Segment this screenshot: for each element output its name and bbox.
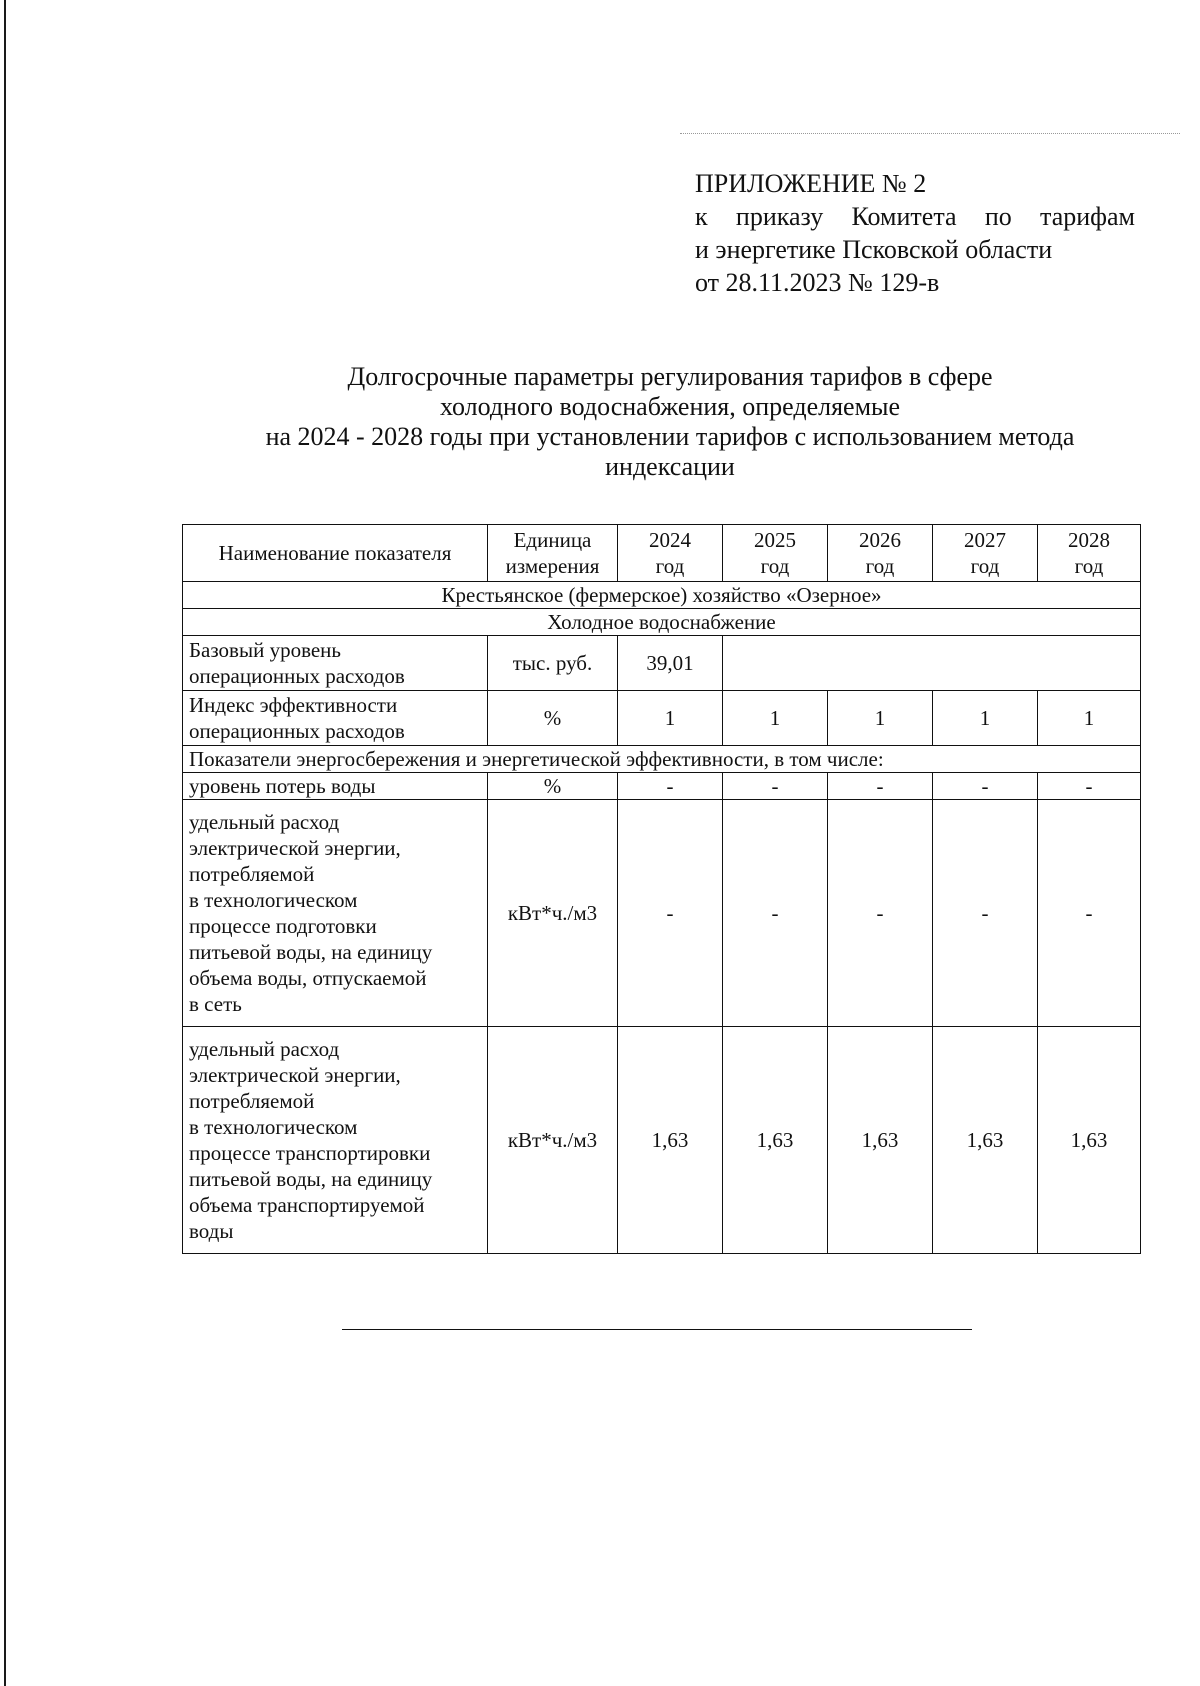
header-year-2025 [723, 525, 828, 582]
row-unit: % [488, 773, 618, 800]
row-name-line: объема воды, отпускаемой [189, 966, 427, 990]
header-dotted-line [680, 133, 1180, 134]
row-value-2024: - [618, 800, 723, 1027]
row-value-2025: - [723, 773, 828, 800]
title-line-3: на 2024 - 2028 годы при установлении тарифов с использованием метода [265, 422, 1075, 451]
row-name-line: удельный расход [189, 810, 340, 834]
row-value-2028: 1 [1038, 691, 1141, 746]
header-year-value: 2025 [754, 528, 796, 552]
row-value-2027: - [933, 800, 1038, 1027]
row-unit: тыс. руб. [488, 636, 618, 691]
indicators-header: Показатели энергосбережения и энергетической эффективности, в том числе: [183, 746, 1141, 773]
header-unit-line1: Единица [513, 528, 592, 552]
row-value-2025: 1 [723, 691, 828, 746]
header-year-value: 2028 [1068, 528, 1110, 552]
header-unit-line2: измерения [505, 554, 600, 578]
row-value-2026: 1,63 [828, 1027, 933, 1254]
appendix-date-line: от 28.11.2023 № 129-в [695, 268, 940, 297]
row-value-2026: - [828, 773, 933, 800]
table-row [183, 1027, 1141, 1254]
document-title [200, 362, 1140, 482]
row-value-2028: - [1038, 773, 1141, 800]
row-unit: % [488, 691, 618, 746]
row-name-line: операционных расходов [189, 664, 405, 688]
row-name-line: операционных расходов [189, 719, 405, 743]
row-value-2026: 1 [828, 691, 933, 746]
row-value-2025: 1,63 [723, 1027, 828, 1254]
row-name-line: Базовый уровень [189, 638, 341, 662]
row-unit: кВт*ч./м3 [488, 800, 618, 1027]
row-name-line: электрической энергии, [189, 836, 401, 860]
appendix-committee-line: и энергетике Псковской области [695, 235, 1053, 264]
row-name-line: процессе транспортировки [189, 1141, 431, 1165]
row-value-2028: 1,63 [1038, 1027, 1141, 1254]
appendix-number: ПРИЛОЖЕНИЕ № 2 [695, 169, 927, 198]
header-year-label: год [760, 554, 790, 578]
header-year-2024 [618, 525, 723, 582]
table-row [183, 636, 1141, 691]
row-value-2027: 1,63 [933, 1027, 1038, 1254]
header-year-2026 [828, 525, 933, 582]
row-value-2024: 1 [618, 691, 723, 746]
row-value-2024: 1,63 [618, 1027, 723, 1254]
table-row [183, 691, 1141, 746]
parameters-table [182, 524, 1141, 1254]
row-name [183, 800, 488, 1027]
row-name-line: в технологическом [189, 1115, 358, 1139]
section-name: Холодное водоснабжение [183, 609, 1141, 636]
row-name-line: в технологическом [189, 888, 358, 912]
header-year-label: год [1074, 554, 1104, 578]
row-name [183, 1027, 488, 1254]
header-year-2028 [1038, 525, 1141, 582]
row-value-2024: - [618, 773, 723, 800]
indicators-header-row [183, 746, 1141, 773]
row-name [183, 636, 488, 691]
header-year-label: год [655, 554, 685, 578]
title-line-1: Долгосрочные параметры регулирования тарифов в сфере [347, 362, 993, 391]
section-row [183, 609, 1141, 636]
header-unit [488, 525, 618, 582]
row-name [183, 691, 488, 746]
appendix-order-line: к приказу Комитета по тарифам [695, 202, 1135, 231]
table-row [183, 773, 1141, 800]
row-name-line: потребляемой [189, 862, 315, 886]
title-line-2: холодного водоснабжения, определяемые [439, 392, 901, 421]
row-value-2025: - [723, 800, 828, 1027]
table-header-row [183, 525, 1141, 582]
row-value-2027: - [933, 773, 1038, 800]
row-value-empty [723, 636, 1141, 691]
row-value-2024: 39,01 [618, 636, 723, 691]
header-year-value: 2027 [964, 528, 1006, 552]
row-name-line: процессе подготовки [189, 914, 377, 938]
row-name-line: питьевой воды, на единицу [189, 1167, 433, 1191]
header-year-label: год [970, 554, 1000, 578]
title-line-4: индексации [605, 452, 735, 481]
row-name-line: питьевой воды, на единицу [189, 940, 433, 964]
row-value-2026: - [828, 800, 933, 1027]
scan-edge-line [4, 0, 6, 1686]
row-name-line: в сеть [189, 992, 242, 1016]
header-year-value: 2026 [859, 528, 901, 552]
row-name-line: удельный расход [189, 1037, 340, 1061]
header-year-2027 [933, 525, 1038, 582]
header-year-value: 2024 [649, 528, 691, 552]
row-name: уровень потерь воды [183, 773, 488, 800]
appendix-block [695, 167, 1135, 299]
row-value-2027: 1 [933, 691, 1038, 746]
header-year-label: год [865, 554, 895, 578]
row-name-line: Индекс эффективности [189, 693, 398, 717]
row-name-line: воды [189, 1219, 234, 1243]
row-name-line: электрической энергии, [189, 1063, 401, 1087]
footer-rule [342, 1329, 972, 1330]
row-value-2028: - [1038, 800, 1141, 1027]
organization-row [183, 582, 1141, 609]
organization-name: Крестьянское (фермерское) хозяйство «Озерное» [183, 582, 1141, 609]
row-name-line: объема транспортируемой [189, 1193, 425, 1217]
row-name-line: потребляемой [189, 1089, 315, 1113]
header-name: Наименование показателя [183, 525, 488, 582]
row-unit: кВт*ч./м3 [488, 1027, 618, 1254]
table-row [183, 800, 1141, 1027]
